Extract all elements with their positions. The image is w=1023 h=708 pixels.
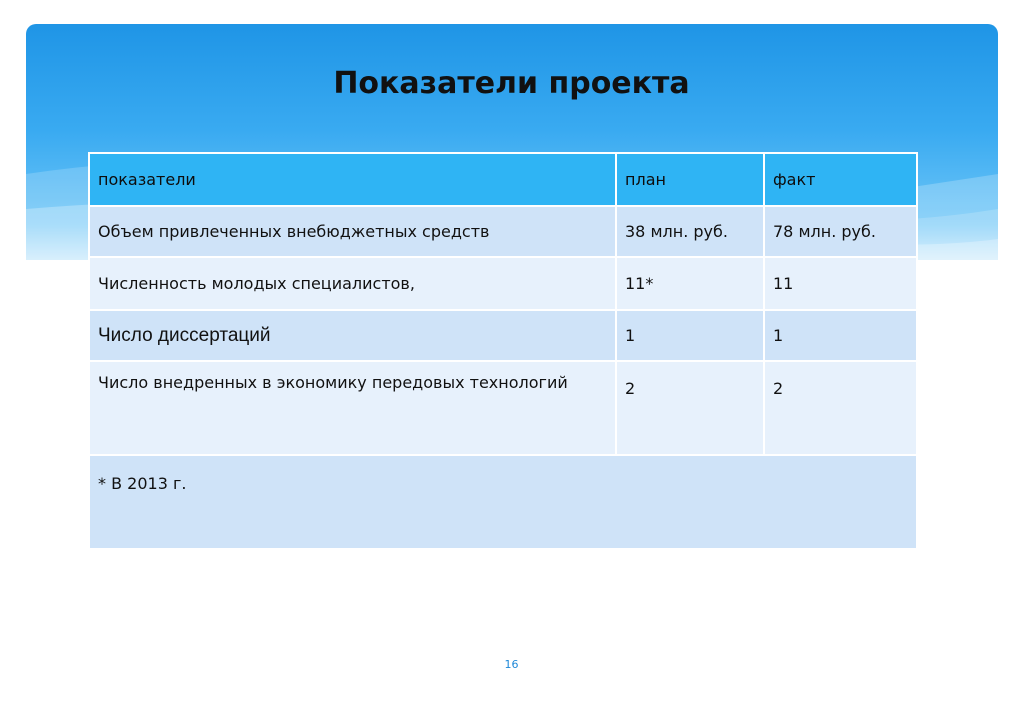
cell-fact: 78 млн. руб.	[764, 206, 917, 257]
table-header-row	[89, 153, 917, 206]
page-number: 16	[504, 658, 519, 671]
cell-indicator: Число диссертаций	[89, 310, 616, 361]
footnote: * В 2013 г.	[89, 455, 917, 549]
cell-fact: 1	[764, 310, 917, 361]
cell-plan: 11*	[616, 257, 764, 310]
table-row	[89, 257, 917, 310]
cell-indicator: Объем привлеченных внебюджетных средств	[89, 206, 616, 257]
table-row	[89, 206, 917, 257]
cell-plan: 2	[616, 361, 764, 455]
header-fact: факт	[764, 153, 917, 206]
indicators-table	[88, 152, 918, 550]
header-plan: план	[616, 153, 764, 206]
cell-fact: 2	[764, 361, 917, 455]
table-row	[89, 361, 917, 455]
table-footnote-row	[89, 455, 917, 549]
slide-title: Показатели проекта	[333, 66, 690, 101]
cell-plan: 38 млн. руб.	[616, 206, 764, 257]
cell-plan: 1	[616, 310, 764, 361]
cell-indicator: Число внедренных в экономику передовых технологий	[89, 361, 616, 455]
cell-indicator: Численность молодых специалистов,	[89, 257, 616, 310]
table-row	[89, 310, 917, 361]
header-indicator: показатели	[89, 153, 616, 206]
cell-fact: 11	[764, 257, 917, 310]
